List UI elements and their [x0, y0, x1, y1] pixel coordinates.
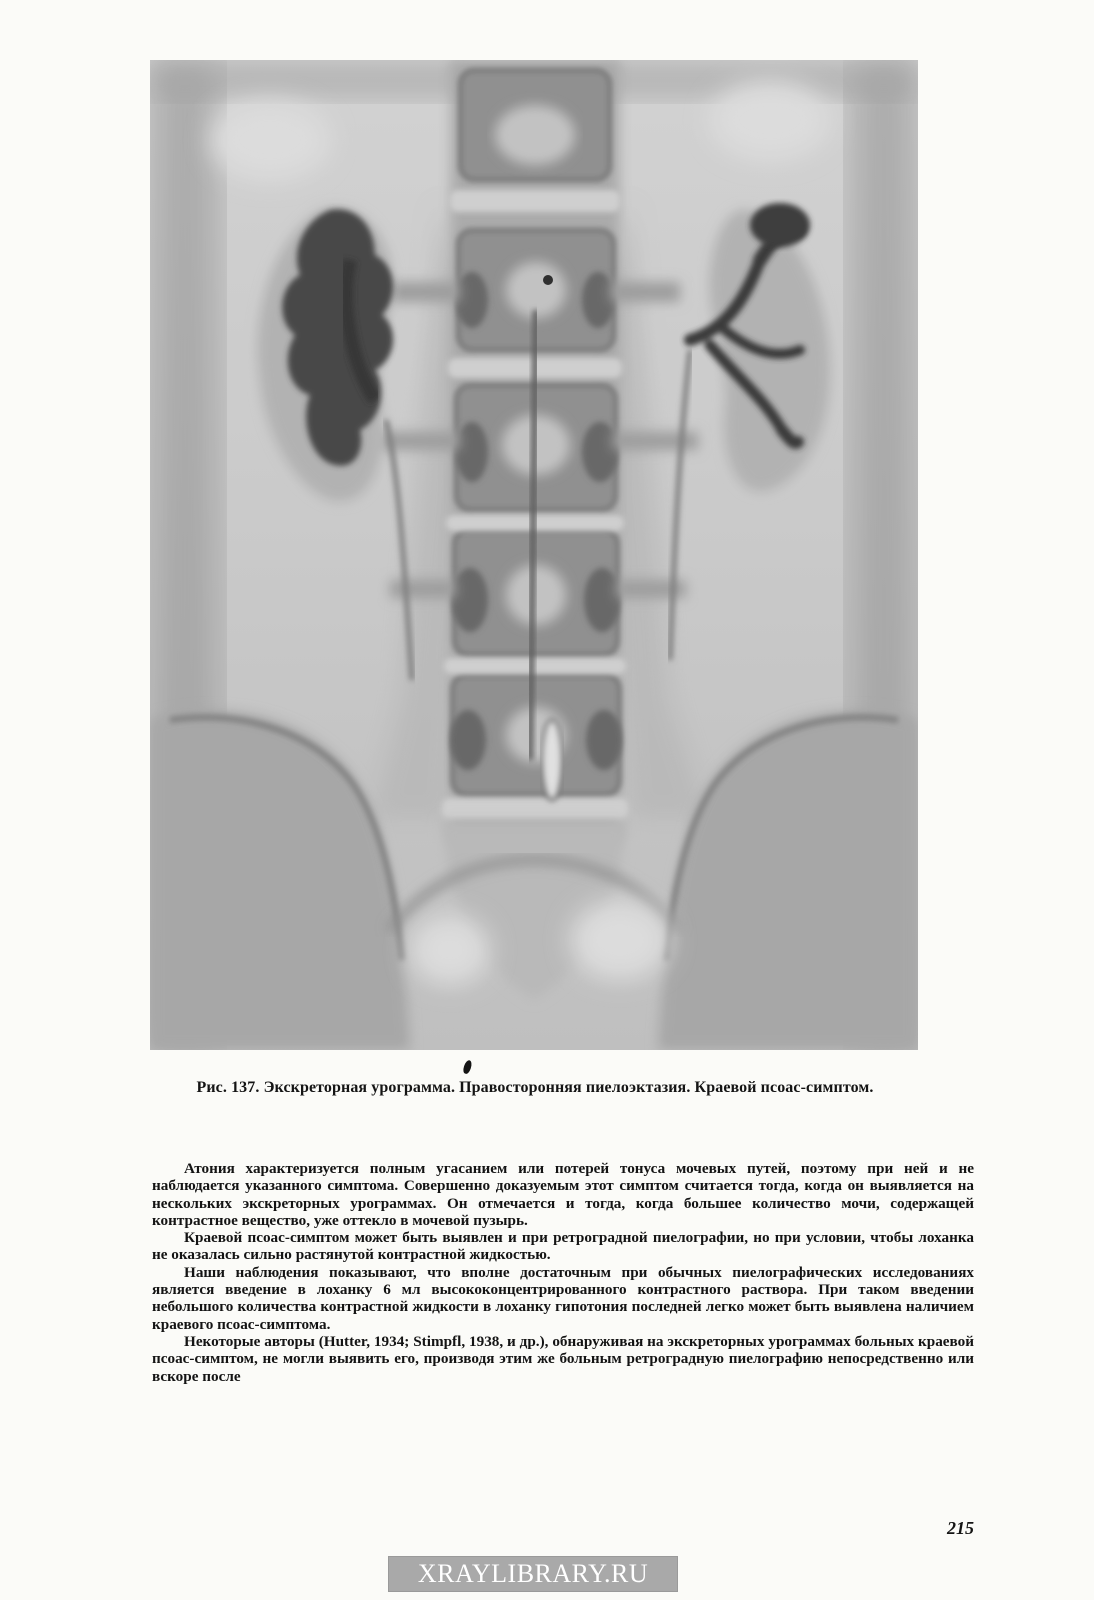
xray-figure — [150, 60, 918, 1050]
xray-urogram-image — [150, 60, 918, 1050]
paragraph: Некоторые авторы (Hutter, 1934; Stimpfl, 1938, и др.), обнаруживая на экскреторных урограммах больных краевой псоас-симптом, не могли выявить его, производя этим же больным ретроградную пиелографию непосредственно или вскоре после — [152, 1332, 974, 1385]
paragraph: Атония характеризуется полным угасанием или потерей тонуса мочевых путей, поэтому при ней и не наблюдается указанного симптома. Совершенно доказуемым этот симптом считается тогда, когда он выявляется на нескольких экскреторных урограммах. Он отмечается и тогда, когда большее количество мочи, содержащей контрастное вещество, уже оттекло в мочевой пузырь. — [152, 1160, 974, 1229]
paragraph: Наши наблюдения показывают, что вполне достаточным при обычных пиелографических исследованиях является введение в лоханку 6 мл высококонцентрированного контрастного раствора. При таком введении небольшого количества контрастной жидкости в лоханку гипотония последней легко может быть выявлена наличием краевого псоас-симптома. — [152, 1263, 974, 1333]
figure-caption: Рис. 137. Экскреторная урограмма. Правосторонняя пиелоэктазия. Краевой псоас-симптом. — [196, 1079, 874, 1096]
watermark[interactable]: XRAYLIBRARY.RU — [388, 1556, 678, 1592]
paragraph: Краевой псоас-симптом может быть выявлен и при ретроградной пиелографии, но при условии, чтобы лоханка не оказалась сильно растянутой контрастной жидкостью. — [152, 1229, 974, 1264]
caption-ink-mark — [462, 1059, 473, 1074]
body-text — [152, 1160, 974, 1385]
page-number: 215 — [947, 1518, 974, 1538]
